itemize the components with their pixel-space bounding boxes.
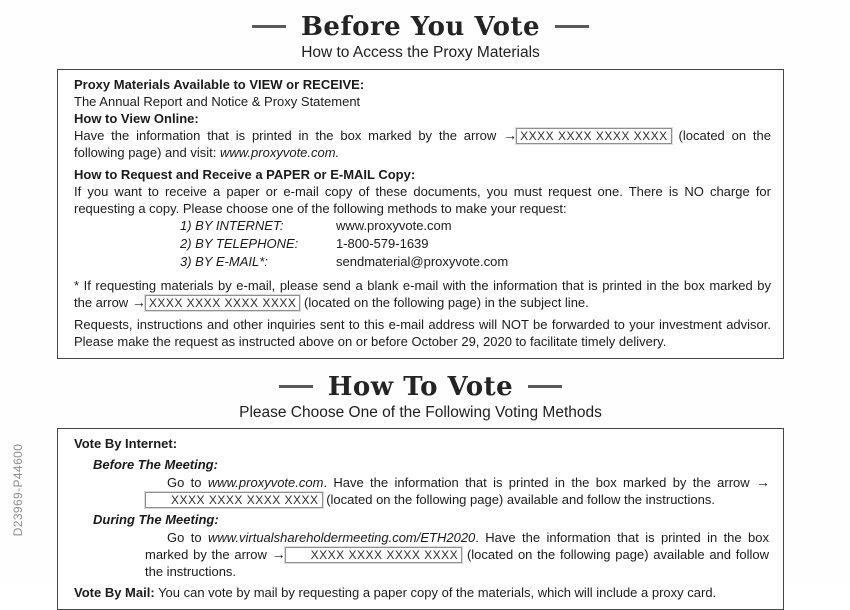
voting-methods-box	[57, 428, 784, 610]
right-arrow-icon: →	[755, 474, 769, 491]
view-instructions-text-2: (located on the following page) and visit:	[74, 128, 771, 161]
how-to-vote-title-row	[57, 370, 784, 404]
materials-available-heading: Proxy Materials Available to VIEW or RECEIVE:	[74, 77, 365, 93]
email-footnote-paragraph	[74, 277, 771, 311]
vote-by-mail-heading: Vote By Mail:	[74, 585, 155, 601]
request-copy-paragraph: If you want to receive a paper or e-mail copy of these documents, you must request one. There is NO charge for requesting a copy. Please choose one of the following methods to make your request:	[74, 184, 771, 217]
method-telephone-label: 2) BY TELEPHONE:	[180, 236, 299, 252]
view-instructions-text: Have the information that is printed in the box marked by the arrow	[74, 128, 497, 144]
title-right-dash	[528, 385, 562, 388]
voting-methods-subtitle: Please Choose One of the Following Voting Methods	[239, 404, 602, 422]
request-method-telephone	[180, 235, 771, 253]
print-form-code: D23969-P44600	[11, 443, 25, 537]
right-arrow-icon: →	[503, 127, 517, 144]
materials-list-line: The Annual Report and Notice & Proxy Statement	[74, 94, 361, 110]
control-number-box: XXXX XXXX XXXX XXXX	[145, 492, 323, 508]
method-telephone-value: 1-800-579-1639	[336, 236, 429, 252]
request-method-internet	[180, 217, 771, 235]
how-to-vote-header	[57, 370, 784, 422]
before-you-vote-title-row	[57, 10, 784, 44]
email-footnote-text-2: (located on the following page) in the subject line.	[304, 295, 589, 311]
vote-by-internet-heading: Vote By Internet:	[74, 436, 178, 452]
how-to-request-heading: How to Request and Receive a PAPER or E-MAIL Copy:	[74, 167, 416, 183]
go-to-text: Go to	[167, 475, 202, 491]
right-arrow-icon: →	[271, 546, 285, 563]
how-to-vote-title: How To Vote	[327, 372, 514, 403]
during-meeting-text: . Have the information that is printed in the box marked by the arrow	[145, 530, 769, 563]
control-number-box: XXXX XXXX XXXX XXXX	[145, 295, 301, 311]
request-method-email	[180, 253, 771, 271]
go-to-text: Go to	[167, 530, 202, 546]
virtual-meeting-url: www.virtualshareholdermeeting.com/ETH2020	[207, 530, 476, 546]
before-meeting-text-2: (located on the following page) available and follow the instructions.	[326, 492, 715, 508]
deadline-paragraph: Requests, instructions and other inquiries sent to this e-mail address will NOT be forwarded to your investment advisor. Please make the request as instructed above on or before October 29, 2020 to facilitate timely delivery.	[74, 317, 771, 350]
before-meeting-instructions	[145, 474, 769, 508]
view-online-instructions	[74, 127, 771, 161]
access-materials-subtitle: How to Access the Proxy Materials	[301, 44, 540, 62]
during-meeting-text-2: (located on the following page) available and follow the instructions.	[145, 547, 769, 580]
control-number-box: XXXX XXXX XXXX XXXX	[516, 128, 672, 144]
access-materials-box	[57, 69, 784, 359]
before-you-vote-title: Before You Vote	[300, 12, 541, 42]
page-content	[57, 10, 784, 610]
method-email-value: sendmaterial@proxyvote.com	[336, 254, 509, 270]
right-arrow-icon: →	[131, 294, 145, 311]
before-meeting-heading: Before The Meeting:	[93, 457, 218, 473]
method-email-label: 3) BY E-MAIL*:	[180, 254, 268, 270]
proxyvote-url: www.proxyvote.com.	[219, 145, 340, 161]
email-footnote-text: * If requesting materials by e-mail, please send a blank e-mail with the information that is printed in the box marked by the arrow	[74, 278, 771, 311]
title-left-dash	[279, 385, 313, 388]
proxyvote-url: www.proxyvote.com	[207, 475, 324, 491]
vote-by-mail-line	[74, 584, 771, 602]
during-meeting-instructions	[145, 529, 769, 580]
method-internet-value: www.proxyvote.com	[336, 218, 452, 234]
title-left-dash	[252, 25, 286, 28]
how-to-view-heading: How to View Online:	[74, 111, 199, 127]
during-meeting-heading: During The Meeting:	[93, 512, 219, 528]
title-right-dash	[555, 25, 589, 28]
method-internet-label: 1) BY INTERNET:	[180, 218, 284, 234]
vote-by-mail-text: You can vote by mail by requesting a paper copy of the materials, which will include a proxy card.	[158, 585, 717, 601]
control-number-box: XXXX XXXX XXXX XXXX	[285, 547, 463, 563]
before-you-vote-header	[57, 10, 784, 62]
before-meeting-text: . Have the information that is printed in the box marked by the arrow	[323, 475, 750, 491]
